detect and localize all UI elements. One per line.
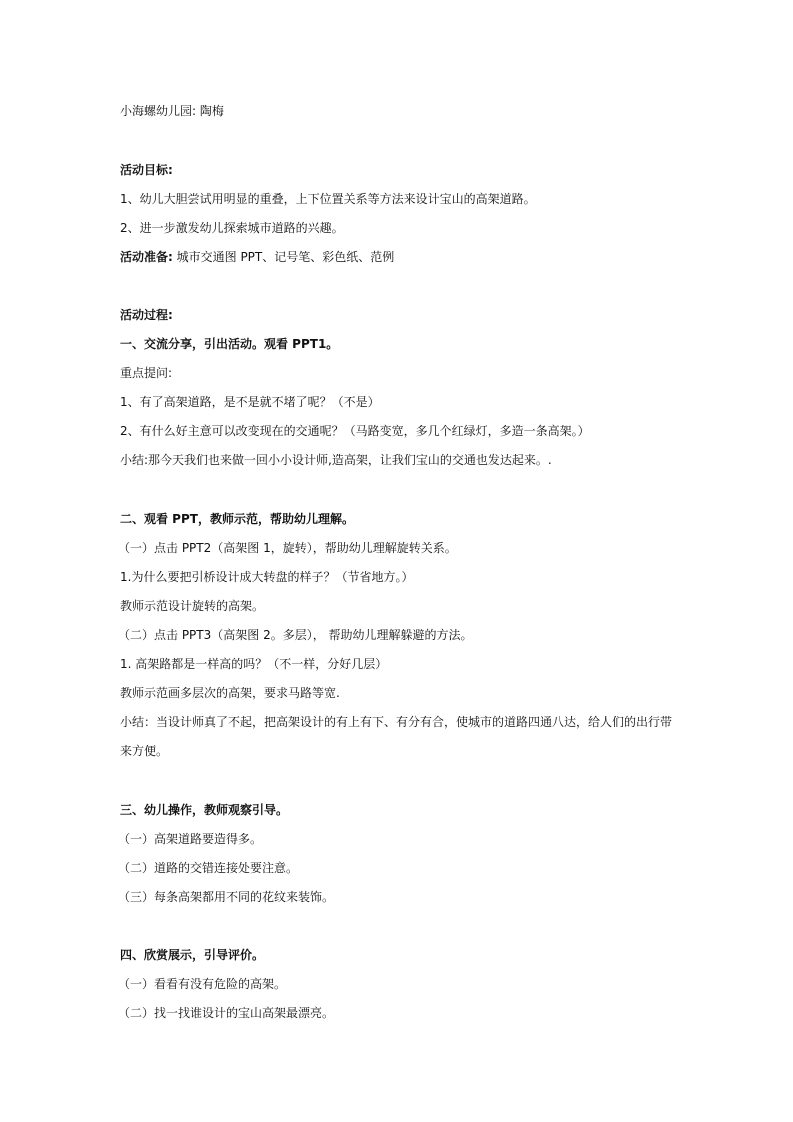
section-2-summary-cont: 来方便。: [120, 744, 169, 758]
section-1-summary: 小结:那今天我们也来做一回小小设计师,造高架，让我们宝山的交通也发达起来。.: [120, 453, 552, 467]
section-4-title: 四、欣赏展示，引导评价。: [120, 948, 265, 962]
goal-item-2: 2、进一步激发幼儿探索城市道路的兴趣。: [120, 221, 344, 235]
goals-heading: 活动目标:: [120, 163, 173, 177]
section-2-line-2: 1.为什么要把引桥设计成大转盘的样子？（节省地方。）: [120, 570, 414, 584]
section-2-line-6: 教师示范画多层次的高架，要求马路等宽.: [120, 686, 340, 700]
process-heading: 活动过程:: [120, 308, 173, 322]
section-1-title: 一、交流分享，引出活动。观看 PPT1。: [120, 337, 339, 351]
preparation-label: 活动准备:: [120, 250, 173, 264]
section-1-line-1: 重点提问:: [120, 366, 173, 380]
section-2-summary: 小结：当设计师真了不起，把高架设计的有上有下、有分有合，使城市的道路四通八达，给人们的出行带: [120, 715, 673, 729]
author-line: 小海螺幼儿园: 陶梅: [120, 104, 224, 118]
goal-item-1: 1、幼儿大胆尝试用明显的重叠，上下位置关系等方法来设计宝山的高架道路。: [120, 192, 536, 206]
section-4-line-2: （二）找一找谁设计的宝山高架最漂亮。: [118, 1006, 335, 1020]
section-2-line-1: （一）点击 PPT2（高架图 1，旋转），帮助幼儿理解旋转关系。: [118, 541, 457, 555]
section-3-title: 三、幼儿操作，教师观察引导。: [120, 803, 289, 817]
section-3-line-2: （二）道路的交错连接处要注意。: [118, 861, 299, 875]
preparation-text: 城市交通图 PPT、记号笔、彩色纸、范例: [172, 250, 395, 264]
section-1-line-2: 1、有了高架道路，是不是就不堵了呢？（不是）: [120, 395, 380, 409]
section-4-line-1: （一）看看有没有危险的高架。: [118, 977, 287, 991]
section-2-line-5: 1. 高架路都是一样高的吗？（不一样，分好几层）: [120, 657, 388, 671]
preparation-line: [120, 249, 394, 265]
section-2-line-4: （二）点击 PPT3（高架图 2。多层）， 帮助幼儿理解躲避的方法。: [118, 628, 473, 642]
section-3-line-3: （三）每条高架都用不同的花纹来装饰。: [118, 890, 335, 904]
section-3-line-1: （一）高架道路要造得多。: [118, 832, 263, 846]
section-2-line-3: 教师示范设计旋转的高架。: [120, 599, 265, 613]
section-2-title: 二、观看 PPT，教师示范，帮助幼儿理解。: [120, 512, 354, 526]
section-1-line-3: 2、有什么好主意可以改变现在的交通呢？（马路变宽，多几个红绿灯，多造一条高架。）: [120, 424, 590, 438]
